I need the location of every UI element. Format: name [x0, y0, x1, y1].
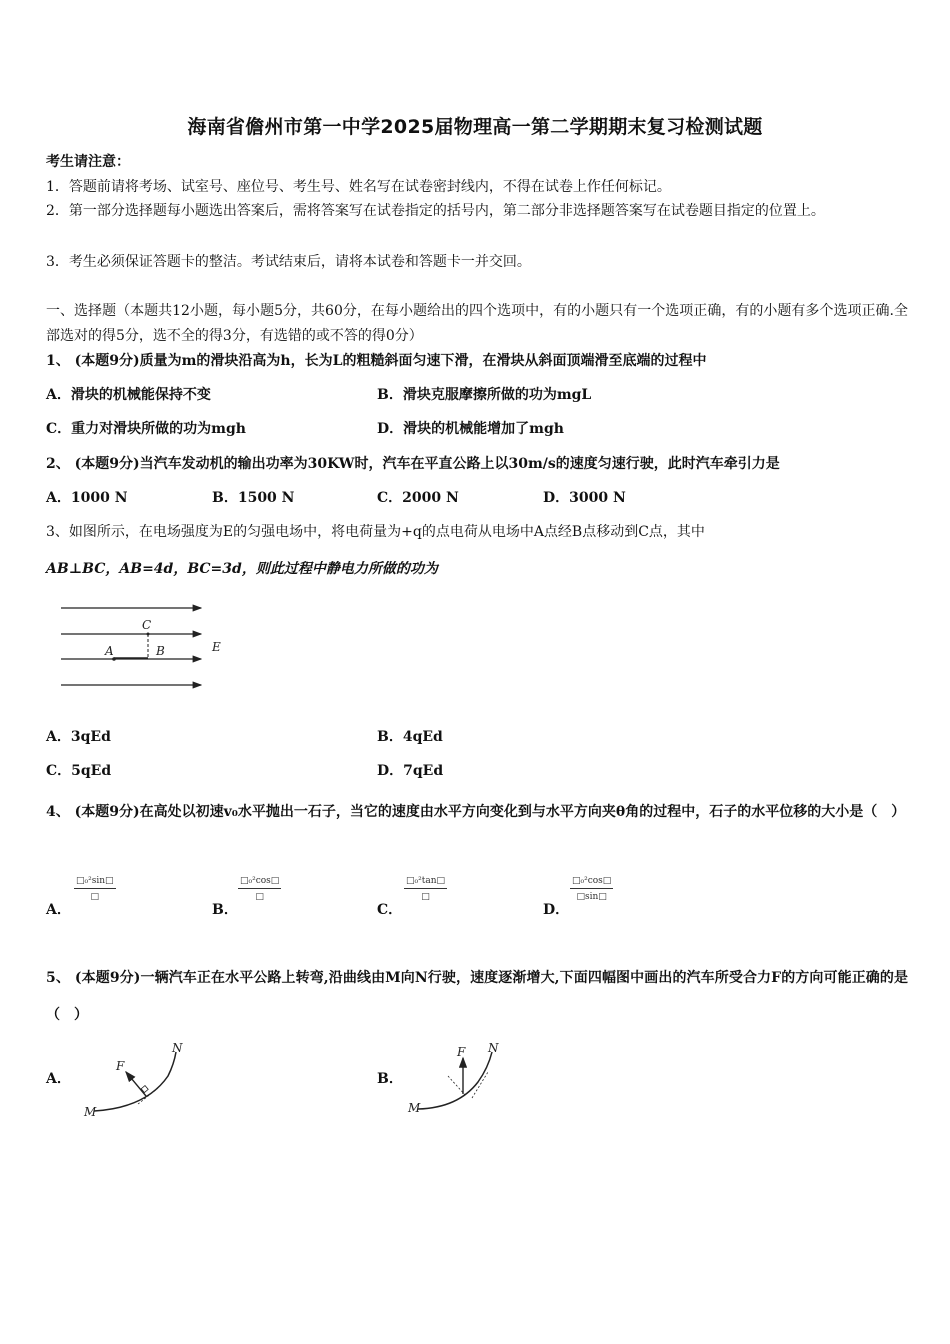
q2-option-d: D．3000 N [543, 490, 626, 506]
q2-option-a: A．1000 N [46, 490, 128, 506]
section-heading: 一、选择题（本题共12小题，每小题5分，共60分，在每小题给出的四个选项中，有的小题只有一个选项正确，有的小题有多个选项正确.全部选对的得5分，选不全的得3分，有选错的或不答的得0分） [46, 303, 908, 344]
label-n-b: N [488, 1041, 499, 1055]
label-b: B [156, 644, 165, 658]
q4-formula-b [238, 876, 281, 902]
q4-option-a: A． [46, 902, 71, 918]
q3-stem-line2: AB⊥BC，AB=4d，BC=3d，则此过程中静电力所做的功为 [46, 561, 438, 577]
point-c [147, 633, 150, 636]
label-m-b: M [408, 1101, 421, 1115]
label-m-a: M [84, 1105, 97, 1119]
q3-field-diagram [55, 598, 235, 698]
q4-formula-c-den: □ [421, 892, 430, 902]
q5-option-b: B． [377, 1071, 403, 1087]
q5-diagram-b [400, 1036, 520, 1126]
q3-option-d: D．7qEd [377, 763, 444, 779]
curve-mn-b [418, 1052, 492, 1109]
q4-stem: 4、 (本题9分)在高处以初速v₀水平抛出一石子，当它的速度由水平方向变化到与水平方向夹θ角的过程中，石子的水平位移的大小是（ ） [46, 804, 906, 820]
q2-option-c: C．2000 N [377, 490, 459, 506]
q1-option-d: D．滑块的机械能增加了mgh [377, 421, 564, 437]
q1-stem: 1、 (本题9分)质量为m的滑块沿高为h，长为L的粗糙斜面匀速下滑，在滑块从斜面顶端滑至底端的过程中 [46, 353, 707, 369]
q4-formula-d-num: □₀²cos□ [570, 876, 613, 889]
page-title: 海南省儋州市第一中学2025届物理高一第二学期期末复习检测试题 [187, 116, 763, 138]
label-f-a: F [116, 1059, 125, 1073]
notice-item-1: 1．答题前请将考场、试室号、座位号、考生号、姓名写在试卷密封线内，不得在试卷上作任何标记。 [46, 179, 671, 195]
q4-option-c: C． [377, 902, 403, 918]
q5-option-a: A． [46, 1071, 71, 1087]
q4-formula-d-den: □sin□ [576, 892, 607, 902]
notice-heading: 考生请注意： [46, 154, 130, 170]
q5-diagram-a [76, 1036, 206, 1126]
label-f-b: F [457, 1045, 466, 1059]
q1-option-a: A．滑块的机械能保持不变 [46, 387, 211, 403]
q4-formula-a-num: □₀²sin□ [74, 876, 116, 889]
label-c: C [142, 618, 152, 632]
notice-item-3: 3．考生必须保证答题卡的整洁。考试结束后，请将本试卷和答题卡一并交回。 [46, 254, 531, 270]
notice-item-2: 2．第一部分选择题每小题选出答案后，需将答案写在试卷指定的括号内，第二部分非选择题答案写在试卷题目指定的位置上。 [46, 203, 825, 219]
label-e: E [212, 640, 221, 654]
curve-mn-a [94, 1052, 176, 1111]
label-a: A [105, 644, 114, 658]
q5-stem: 5、 (本题9分)一辆汽车正在水平公路上转弯,沿曲线由M向N行驶，速度逐渐增大,下面四幅图中画出的汽车所受合力F的方向可能正确的是（ ） [46, 970, 908, 1023]
q4-formula-d [570, 876, 613, 902]
q4-formula-a-den: □ [90, 892, 100, 902]
q1-option-c: C．重力对滑块所做的功为mgh [46, 421, 246, 437]
q3-option-c: C．5qEd [46, 763, 112, 779]
q4-formula-a [74, 876, 116, 902]
q4-formula-b-num: □₀²cos□ [238, 876, 281, 889]
q2-stem: 2、 (本题9分)当汽车发动机的输出功率为30KW时，汽车在平直公路上以30m/s的速度匀速行驶，此时汽车牵引力是 [46, 456, 780, 472]
label-n-a: N [172, 1041, 183, 1055]
q3-stem-line1: 3、如图所示，在电场强度为E的匀强电场中，将电荷量为+q的点电荷从电场中A点经B点移动到C点，其中 [46, 524, 705, 540]
q3-option-a: A．3qEd [46, 729, 111, 745]
force-arrow-a [126, 1072, 146, 1096]
q4-option-b: B． [212, 902, 238, 918]
q4-formula-b-den: □ [255, 892, 264, 902]
q4-formula-c-num: □₀²tan□ [404, 876, 447, 889]
tangent-b [472, 1072, 488, 1098]
q4-formula-c [404, 876, 447, 902]
q4-option-d: D． [543, 902, 570, 918]
q1-option-b: B．滑块克服摩擦所做的功为mgL [377, 387, 592, 403]
q2-option-b: B．1500 N [212, 490, 295, 506]
q3-option-b: B．4qEd [377, 729, 443, 745]
